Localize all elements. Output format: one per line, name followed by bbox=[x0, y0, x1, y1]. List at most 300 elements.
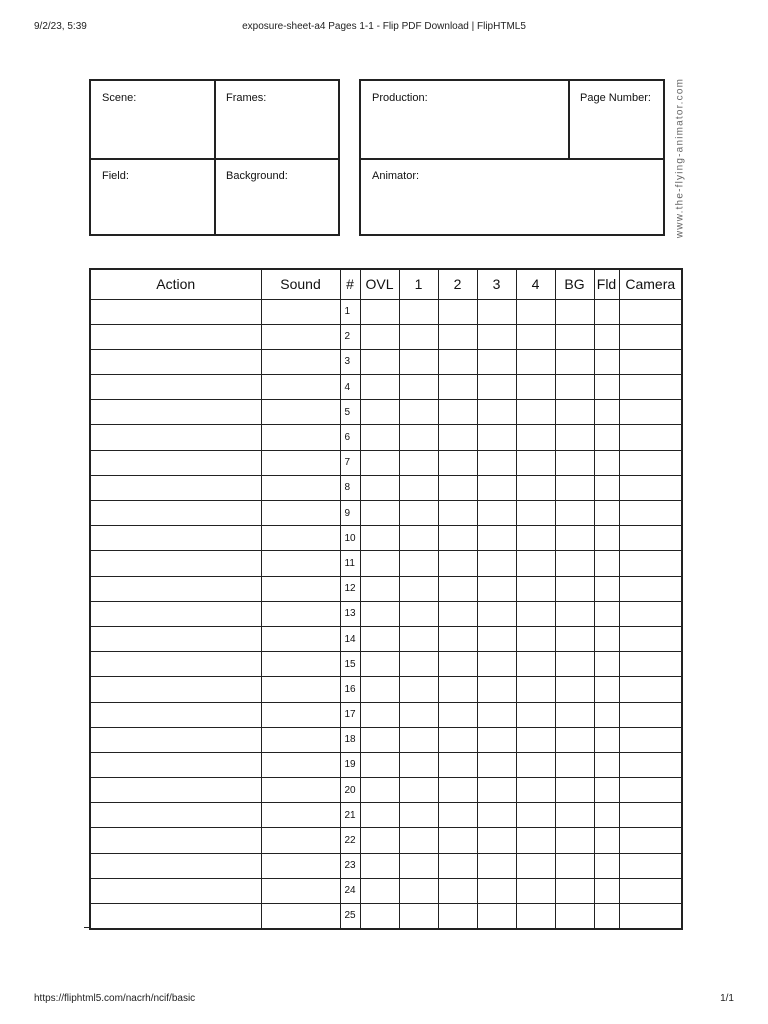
fld-cell[interactable] bbox=[594, 576, 619, 601]
action-cell[interactable] bbox=[90, 878, 261, 903]
bg-cell[interactable] bbox=[555, 551, 594, 576]
sound-cell[interactable] bbox=[261, 551, 340, 576]
bg-cell[interactable] bbox=[555, 752, 594, 777]
level-3-cell[interactable] bbox=[477, 551, 516, 576]
camera-cell[interactable] bbox=[619, 778, 682, 803]
action-cell[interactable] bbox=[90, 677, 261, 702]
ovl-cell[interactable] bbox=[360, 601, 399, 626]
sound-cell[interactable] bbox=[261, 752, 340, 777]
bg-cell[interactable] bbox=[555, 778, 594, 803]
camera-cell[interactable] bbox=[619, 752, 682, 777]
bg-cell[interactable] bbox=[555, 450, 594, 475]
level-3-cell[interactable] bbox=[477, 727, 516, 752]
bg-cell[interactable] bbox=[555, 652, 594, 677]
action-cell[interactable] bbox=[90, 400, 261, 425]
ovl-cell[interactable] bbox=[360, 702, 399, 727]
frame-row bbox=[90, 626, 682, 651]
sound-cell[interactable] bbox=[261, 425, 340, 450]
camera-cell[interactable] bbox=[619, 878, 682, 903]
sound-cell[interactable] bbox=[261, 828, 340, 853]
level-1-cell[interactable] bbox=[399, 853, 438, 878]
bg-cell[interactable] bbox=[555, 349, 594, 374]
ovl-cell[interactable] bbox=[360, 803, 399, 828]
col-header-level-2: 2 bbox=[438, 269, 477, 299]
fld-cell[interactable] bbox=[594, 526, 619, 551]
ovl-cell[interactable] bbox=[360, 752, 399, 777]
ovl-cell[interactable] bbox=[360, 778, 399, 803]
scene-field[interactable] bbox=[91, 81, 214, 158]
bg-cell[interactable] bbox=[555, 853, 594, 878]
level-4-cell[interactable] bbox=[516, 828, 555, 853]
action-cell[interactable] bbox=[90, 450, 261, 475]
level-2-cell[interactable] bbox=[438, 878, 477, 903]
fld-cell[interactable] bbox=[594, 425, 619, 450]
col-header-level-1: 1 bbox=[399, 269, 438, 299]
frame-number: 10 bbox=[340, 526, 360, 551]
sound-cell[interactable] bbox=[261, 652, 340, 677]
ovl-cell[interactable] bbox=[360, 349, 399, 374]
frame-row bbox=[90, 324, 682, 349]
frame-row bbox=[90, 677, 682, 702]
level-1-cell[interactable] bbox=[399, 803, 438, 828]
sound-cell[interactable] bbox=[261, 349, 340, 374]
level-2-cell[interactable] bbox=[438, 501, 477, 526]
level-1-cell[interactable] bbox=[399, 778, 438, 803]
level-1-cell[interactable] bbox=[399, 626, 438, 651]
ovl-cell[interactable] bbox=[360, 828, 399, 853]
level-4-cell[interactable] bbox=[516, 299, 555, 324]
col-header-level-3: 3 bbox=[477, 269, 516, 299]
level-3-cell[interactable] bbox=[477, 853, 516, 878]
level-2-cell[interactable] bbox=[438, 601, 477, 626]
scene-info-box bbox=[89, 79, 340, 236]
level-2-cell[interactable] bbox=[438, 853, 477, 878]
level-2-cell[interactable] bbox=[438, 652, 477, 677]
ovl-cell[interactable] bbox=[360, 878, 399, 903]
level-4-cell[interactable] bbox=[516, 349, 555, 374]
bg-cell[interactable] bbox=[555, 878, 594, 903]
frame-number: 4 bbox=[340, 375, 360, 400]
level-2-cell[interactable] bbox=[438, 450, 477, 475]
action-cell[interactable] bbox=[90, 324, 261, 349]
frame-number: 22 bbox=[340, 828, 360, 853]
level-2-cell[interactable] bbox=[438, 576, 477, 601]
fld-cell[interactable] bbox=[594, 450, 619, 475]
frame-row bbox=[90, 475, 682, 500]
level-3-cell[interactable] bbox=[477, 501, 516, 526]
action-cell[interactable] bbox=[90, 803, 261, 828]
production-info-box bbox=[359, 79, 665, 236]
level-2-cell[interactable] bbox=[438, 551, 477, 576]
level-3-cell[interactable] bbox=[477, 475, 516, 500]
bg-cell[interactable] bbox=[555, 501, 594, 526]
page-number-label: Page Number: bbox=[580, 92, 651, 104]
frame-number: 19 bbox=[340, 752, 360, 777]
bg-cell[interactable] bbox=[555, 576, 594, 601]
sound-cell[interactable] bbox=[261, 626, 340, 651]
fld-cell[interactable] bbox=[594, 652, 619, 677]
level-3-cell[interactable] bbox=[477, 803, 516, 828]
field-field[interactable] bbox=[91, 159, 214, 234]
camera-cell[interactable] bbox=[619, 853, 682, 878]
level-3-cell[interactable] bbox=[477, 450, 516, 475]
action-cell[interactable] bbox=[90, 752, 261, 777]
level-4-cell[interactable] bbox=[516, 375, 555, 400]
ovl-cell[interactable] bbox=[360, 526, 399, 551]
frame-number: 18 bbox=[340, 727, 360, 752]
print-date: 9/2/23, 5:39 bbox=[34, 21, 87, 32]
ovl-cell[interactable] bbox=[360, 853, 399, 878]
print-title: exposure-sheet-a4 Pages 1-1 - Flip PDF Download | FlipHTML5 bbox=[242, 21, 526, 32]
camera-cell[interactable] bbox=[619, 425, 682, 450]
level-2-cell[interactable] bbox=[438, 324, 477, 349]
level-1-cell[interactable] bbox=[399, 752, 438, 777]
level-4-cell[interactable] bbox=[516, 853, 555, 878]
camera-cell[interactable] bbox=[619, 375, 682, 400]
action-cell[interactable] bbox=[90, 853, 261, 878]
sound-cell[interactable] bbox=[261, 526, 340, 551]
level-1-cell[interactable] bbox=[399, 702, 438, 727]
frame-row bbox=[90, 450, 682, 475]
level-2-cell[interactable] bbox=[438, 626, 477, 651]
sound-cell[interactable] bbox=[261, 450, 340, 475]
bg-cell[interactable] bbox=[555, 803, 594, 828]
fld-cell[interactable] bbox=[594, 400, 619, 425]
fld-cell[interactable] bbox=[594, 601, 619, 626]
level-1-cell[interactable] bbox=[399, 450, 438, 475]
level-3-cell[interactable] bbox=[477, 828, 516, 853]
level-2-cell[interactable] bbox=[438, 752, 477, 777]
ovl-cell[interactable] bbox=[360, 551, 399, 576]
level-4-cell[interactable] bbox=[516, 626, 555, 651]
level-2-cell[interactable] bbox=[438, 778, 477, 803]
level-4-cell[interactable] bbox=[516, 601, 555, 626]
level-3-cell[interactable] bbox=[477, 576, 516, 601]
frame-row bbox=[90, 727, 682, 752]
ovl-cell[interactable] bbox=[360, 375, 399, 400]
fld-cell[interactable] bbox=[594, 375, 619, 400]
level-1-cell[interactable] bbox=[399, 601, 438, 626]
camera-cell[interactable] bbox=[619, 652, 682, 677]
level-2-cell[interactable] bbox=[438, 425, 477, 450]
fld-cell[interactable] bbox=[594, 501, 619, 526]
ovl-cell[interactable] bbox=[360, 904, 399, 929]
sound-cell[interactable] bbox=[261, 677, 340, 702]
sound-cell[interactable] bbox=[261, 299, 340, 324]
fld-cell[interactable] bbox=[594, 299, 619, 324]
level-2-cell[interactable] bbox=[438, 803, 477, 828]
level-3-cell[interactable] bbox=[477, 349, 516, 374]
level-4-cell[interactable] bbox=[516, 702, 555, 727]
level-1-cell[interactable] bbox=[399, 904, 438, 929]
ovl-cell[interactable] bbox=[360, 727, 399, 752]
camera-cell[interactable] bbox=[619, 677, 682, 702]
fld-cell[interactable] bbox=[594, 853, 619, 878]
action-cell[interactable] bbox=[90, 727, 261, 752]
bg-cell[interactable] bbox=[555, 626, 594, 651]
level-4-cell[interactable] bbox=[516, 400, 555, 425]
bg-cell[interactable] bbox=[555, 324, 594, 349]
sound-cell[interactable] bbox=[261, 375, 340, 400]
level-4-cell[interactable] bbox=[516, 752, 555, 777]
level-2-cell[interactable] bbox=[438, 828, 477, 853]
sound-cell[interactable] bbox=[261, 853, 340, 878]
camera-cell[interactable] bbox=[619, 576, 682, 601]
level-3-cell[interactable] bbox=[477, 626, 516, 651]
camera-cell[interactable] bbox=[619, 601, 682, 626]
frame-row bbox=[90, 601, 682, 626]
fld-cell[interactable] bbox=[594, 324, 619, 349]
camera-cell[interactable] bbox=[619, 727, 682, 752]
level-1-cell[interactable] bbox=[399, 526, 438, 551]
frame-number: 3 bbox=[340, 349, 360, 374]
sound-cell[interactable] bbox=[261, 727, 340, 752]
level-4-cell[interactable] bbox=[516, 727, 555, 752]
action-cell[interactable] bbox=[90, 828, 261, 853]
website-watermark: www.the-flying-animator.com bbox=[674, 77, 686, 239]
ovl-cell[interactable] bbox=[360, 400, 399, 425]
col-header-camera: Camera bbox=[619, 269, 682, 299]
level-4-cell[interactable] bbox=[516, 803, 555, 828]
camera-cell[interactable] bbox=[619, 904, 682, 929]
ovl-cell[interactable] bbox=[360, 299, 399, 324]
sound-cell[interactable] bbox=[261, 878, 340, 903]
level-4-cell[interactable] bbox=[516, 324, 555, 349]
col-header-action: Action bbox=[90, 269, 261, 299]
level-3-cell[interactable] bbox=[477, 904, 516, 929]
level-2-cell[interactable] bbox=[438, 727, 477, 752]
action-cell[interactable] bbox=[90, 626, 261, 651]
bg-cell[interactable] bbox=[555, 526, 594, 551]
level-1-cell[interactable] bbox=[399, 576, 438, 601]
level-1-cell[interactable] bbox=[399, 475, 438, 500]
level-1-cell[interactable] bbox=[399, 425, 438, 450]
frame-row bbox=[90, 501, 682, 526]
level-1-cell[interactable] bbox=[399, 324, 438, 349]
bg-cell[interactable] bbox=[555, 828, 594, 853]
action-cell[interactable] bbox=[90, 475, 261, 500]
bg-cell[interactable] bbox=[555, 400, 594, 425]
camera-cell[interactable] bbox=[619, 803, 682, 828]
frame-row bbox=[90, 375, 682, 400]
camera-cell[interactable] bbox=[619, 626, 682, 651]
frame-number: 15 bbox=[340, 652, 360, 677]
camera-cell[interactable] bbox=[619, 551, 682, 576]
level-4-cell[interactable] bbox=[516, 652, 555, 677]
level-2-cell[interactable] bbox=[438, 400, 477, 425]
background-field[interactable] bbox=[215, 159, 338, 234]
action-cell[interactable] bbox=[90, 349, 261, 374]
ovl-cell[interactable] bbox=[360, 576, 399, 601]
sound-cell[interactable] bbox=[261, 803, 340, 828]
bg-cell[interactable] bbox=[555, 299, 594, 324]
level-2-cell[interactable] bbox=[438, 677, 477, 702]
level-3-cell[interactable] bbox=[477, 702, 516, 727]
level-1-cell[interactable] bbox=[399, 375, 438, 400]
level-3-cell[interactable] bbox=[477, 878, 516, 903]
level-4-cell[interactable] bbox=[516, 677, 555, 702]
bg-cell[interactable] bbox=[555, 475, 594, 500]
level-3-cell[interactable] bbox=[477, 299, 516, 324]
action-cell[interactable] bbox=[90, 299, 261, 324]
camera-cell[interactable] bbox=[619, 702, 682, 727]
ovl-cell[interactable] bbox=[360, 425, 399, 450]
level-3-cell[interactable] bbox=[477, 752, 516, 777]
frame-number: 11 bbox=[340, 551, 360, 576]
frame-row bbox=[90, 551, 682, 576]
level-1-cell[interactable] bbox=[399, 551, 438, 576]
bg-cell[interactable] bbox=[555, 727, 594, 752]
sound-cell[interactable] bbox=[261, 702, 340, 727]
fld-cell[interactable] bbox=[594, 475, 619, 500]
level-2-cell[interactable] bbox=[438, 904, 477, 929]
sound-cell[interactable] bbox=[261, 400, 340, 425]
fld-cell[interactable] bbox=[594, 778, 619, 803]
frame-number: 7 bbox=[340, 450, 360, 475]
level-4-cell[interactable] bbox=[516, 501, 555, 526]
level-4-cell[interactable] bbox=[516, 475, 555, 500]
level-4-cell[interactable] bbox=[516, 425, 555, 450]
page-number-field[interactable] bbox=[569, 81, 663, 158]
fld-cell[interactable] bbox=[594, 828, 619, 853]
camera-cell[interactable] bbox=[619, 450, 682, 475]
level-3-cell[interactable] bbox=[477, 400, 516, 425]
camera-cell[interactable] bbox=[619, 501, 682, 526]
level-1-cell[interactable] bbox=[399, 727, 438, 752]
ovl-cell[interactable] bbox=[360, 626, 399, 651]
action-cell[interactable] bbox=[90, 526, 261, 551]
level-3-cell[interactable] bbox=[477, 652, 516, 677]
fld-cell[interactable] bbox=[594, 551, 619, 576]
animator-field[interactable] bbox=[361, 159, 663, 234]
fld-cell[interactable] bbox=[594, 626, 619, 651]
bg-cell[interactable] bbox=[555, 702, 594, 727]
fld-cell[interactable] bbox=[594, 349, 619, 374]
animator-label: Animator: bbox=[372, 170, 420, 182]
sound-cell[interactable] bbox=[261, 475, 340, 500]
ovl-cell[interactable] bbox=[360, 652, 399, 677]
header-row bbox=[90, 269, 682, 299]
sound-cell[interactable] bbox=[261, 501, 340, 526]
sound-cell[interactable] bbox=[261, 324, 340, 349]
fld-cell[interactable] bbox=[594, 677, 619, 702]
fld-cell[interactable] bbox=[594, 752, 619, 777]
ovl-cell[interactable] bbox=[360, 501, 399, 526]
action-cell[interactable] bbox=[90, 904, 261, 929]
action-cell[interactable] bbox=[90, 551, 261, 576]
production-field[interactable] bbox=[361, 81, 568, 158]
level-2-cell[interactable] bbox=[438, 702, 477, 727]
level-1-cell[interactable] bbox=[399, 501, 438, 526]
level-3-cell[interactable] bbox=[477, 324, 516, 349]
level-4-cell[interactable] bbox=[516, 778, 555, 803]
ovl-cell[interactable] bbox=[360, 475, 399, 500]
background-label: Background: bbox=[226, 170, 288, 182]
level-1-cell[interactable] bbox=[399, 878, 438, 903]
level-1-cell[interactable] bbox=[399, 677, 438, 702]
level-1-cell[interactable] bbox=[399, 349, 438, 374]
ovl-cell[interactable] bbox=[360, 677, 399, 702]
bg-cell[interactable] bbox=[555, 677, 594, 702]
level-1-cell[interactable] bbox=[399, 828, 438, 853]
level-4-cell[interactable] bbox=[516, 904, 555, 929]
fld-cell[interactable] bbox=[594, 727, 619, 752]
sound-cell[interactable] bbox=[261, 778, 340, 803]
frame-number: 6 bbox=[340, 425, 360, 450]
camera-cell[interactable] bbox=[619, 400, 682, 425]
camera-cell[interactable] bbox=[619, 526, 682, 551]
level-3-cell[interactable] bbox=[477, 526, 516, 551]
action-cell[interactable] bbox=[90, 702, 261, 727]
level-2-cell[interactable] bbox=[438, 349, 477, 374]
frames-label: Frames: bbox=[226, 92, 267, 104]
level-4-cell[interactable] bbox=[516, 878, 555, 903]
level-1-cell[interactable] bbox=[399, 299, 438, 324]
action-cell[interactable] bbox=[90, 652, 261, 677]
camera-cell[interactable] bbox=[619, 299, 682, 324]
bg-cell[interactable] bbox=[555, 375, 594, 400]
ovl-cell[interactable] bbox=[360, 450, 399, 475]
action-cell[interactable] bbox=[90, 425, 261, 450]
level-3-cell[interactable] bbox=[477, 601, 516, 626]
level-4-cell[interactable] bbox=[516, 526, 555, 551]
level-2-cell[interactable] bbox=[438, 475, 477, 500]
ovl-cell[interactable] bbox=[360, 324, 399, 349]
frames-field[interactable] bbox=[215, 81, 338, 158]
level-4-cell[interactable] bbox=[516, 576, 555, 601]
fld-cell[interactable] bbox=[594, 803, 619, 828]
sound-cell[interactable] bbox=[261, 576, 340, 601]
action-cell[interactable] bbox=[90, 375, 261, 400]
action-cell[interactable] bbox=[90, 778, 261, 803]
camera-cell[interactable] bbox=[619, 349, 682, 374]
col-header-sound: Sound bbox=[261, 269, 340, 299]
action-cell[interactable] bbox=[90, 501, 261, 526]
exposure-sheet-table bbox=[89, 268, 683, 930]
sound-cell[interactable] bbox=[261, 601, 340, 626]
frame-row bbox=[90, 349, 682, 374]
sound-cell[interactable] bbox=[261, 904, 340, 929]
action-cell[interactable] bbox=[90, 576, 261, 601]
level-3-cell[interactable] bbox=[477, 677, 516, 702]
bg-cell[interactable] bbox=[555, 904, 594, 929]
camera-cell[interactable] bbox=[619, 475, 682, 500]
level-3-cell[interactable] bbox=[477, 778, 516, 803]
level-4-cell[interactable] bbox=[516, 450, 555, 475]
level-1-cell[interactable] bbox=[399, 400, 438, 425]
action-cell[interactable] bbox=[90, 601, 261, 626]
level-2-cell[interactable] bbox=[438, 526, 477, 551]
level-4-cell[interactable] bbox=[516, 551, 555, 576]
fld-cell[interactable] bbox=[594, 702, 619, 727]
frame-row bbox=[90, 652, 682, 677]
frame-number: 16 bbox=[340, 677, 360, 702]
level-2-cell[interactable] bbox=[438, 299, 477, 324]
level-3-cell[interactable] bbox=[477, 375, 516, 400]
camera-cell[interactable] bbox=[619, 828, 682, 853]
frame-row bbox=[90, 803, 682, 828]
level-2-cell[interactable] bbox=[438, 375, 477, 400]
bg-cell[interactable] bbox=[555, 425, 594, 450]
fld-cell[interactable] bbox=[594, 904, 619, 929]
frame-number: 13 bbox=[340, 601, 360, 626]
level-1-cell[interactable] bbox=[399, 652, 438, 677]
bg-cell[interactable] bbox=[555, 601, 594, 626]
level-3-cell[interactable] bbox=[477, 425, 516, 450]
camera-cell[interactable] bbox=[619, 324, 682, 349]
fld-cell[interactable] bbox=[594, 878, 619, 903]
frame-number: 21 bbox=[340, 803, 360, 828]
